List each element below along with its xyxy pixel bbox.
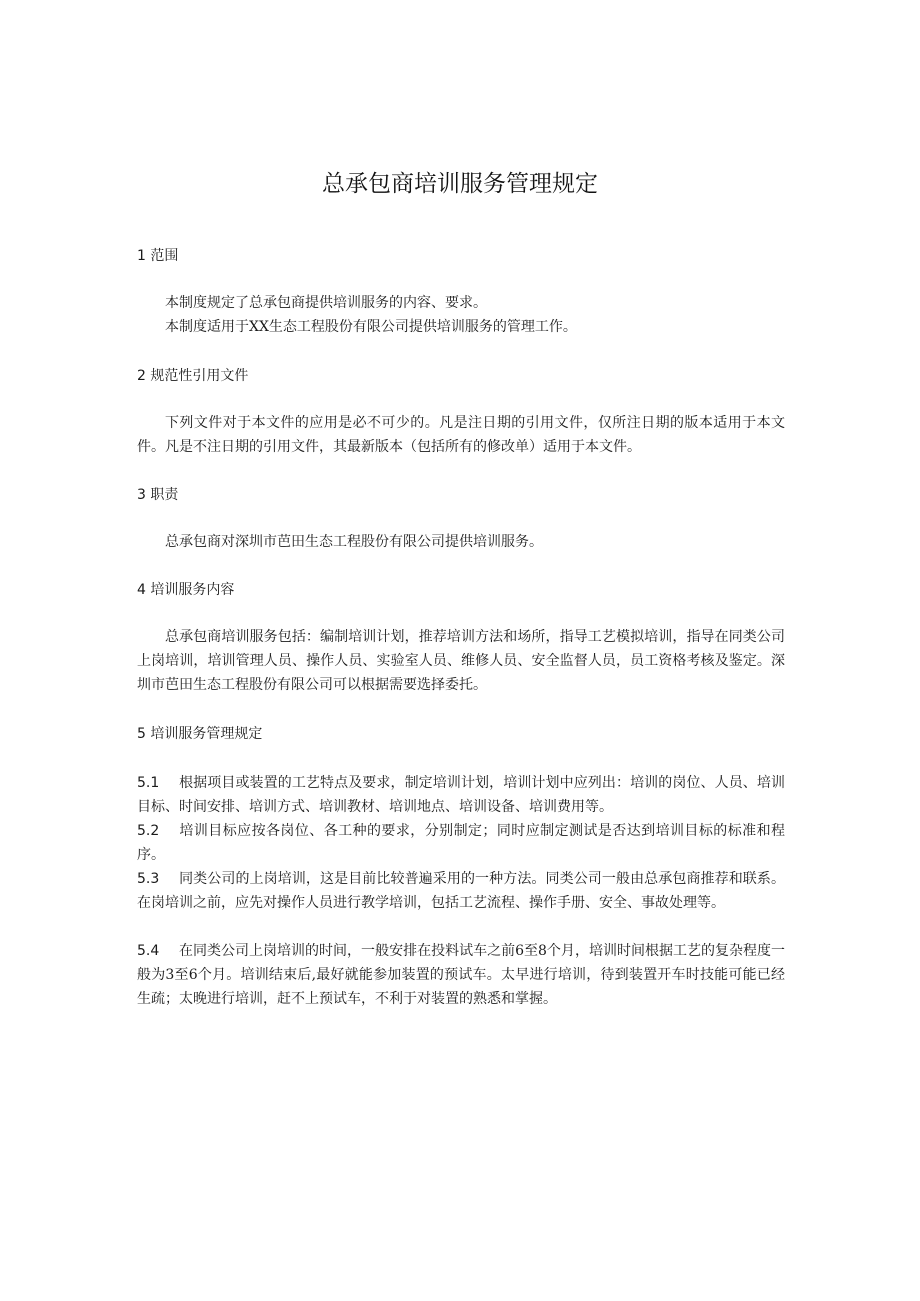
paragraph: 下列文件对于本文件的应用是必不可少的。凡是注日期的引用文件，仅所注日期的版本适用于本文件。凡是不注日期的引用文件，其最新版本（包括所有的修改单）适用于本文件。 bbox=[137, 415, 785, 455]
clause-text: 在同类公司上岗培训的时间，一般安排在投料试车之前6至8个月，培训时间根据工艺的复杂程度一般为3至6个月。培训结束后,最好就能参加装置的预试车。太早进行培训，待到装置开车时技能可能已经生疏；太晚进行培训，赶不上预试车，不利于对装置的熟悉和掌握。 bbox=[137, 943, 785, 1007]
section-heading-scope: 1 范围 bbox=[137, 248, 179, 264]
clause-5-3 bbox=[137, 867, 785, 915]
section-heading-normative-references: 2 规范性引用文件 bbox=[137, 368, 249, 384]
paragraph: 总承包商培训服务包括：编制培训计划，推荐培训方法和场所，指导工艺模拟培训，指导在同类公司上岗培训，培训管理人员、操作人员、实验室人员、维修人员、安全监督人员，员工资格考核及鉴定。深圳市芭田生态工程股份有限公司可以根据需要选择委托。 bbox=[137, 629, 785, 693]
clause-number: 5.3 bbox=[137, 871, 160, 887]
section-body-responsibilities bbox=[137, 530, 785, 554]
paragraph: 总承包商对深圳市芭田生态工程股份有限公司提供培训服务。 bbox=[165, 534, 543, 550]
clause-number: 5.2 bbox=[137, 823, 160, 839]
clause-text: 同类公司的上岗培训，这是目前比较普遍采用的一种方法。同类公司一般由总承包商推荐和联系。在岗培训之前，应先对操作人员进行教学培训，包括工艺流程、操作手册、安全、事故处理等。 bbox=[137, 871, 785, 911]
section-body-training-content bbox=[137, 625, 785, 697]
section-heading-responsibilities: 3 职责 bbox=[137, 487, 179, 503]
section-body-scope bbox=[137, 291, 785, 339]
paragraph: 本制度适用于XX生态工程股份有限公司提供培训服务的管理工作。 bbox=[165, 319, 577, 335]
paragraph: 本制度规定了总承包商提供培训服务的内容、要求。 bbox=[165, 295, 487, 311]
clause-number: 5.1 bbox=[137, 775, 160, 791]
clause-number: 5.4 bbox=[137, 943, 160, 959]
section-heading-training-content: 4 培训服务内容 bbox=[137, 582, 235, 598]
clause-text: 根据项目或装置的工艺特点及要求，制定培训计划，培训计划中应列出：培训的岗位、人员、培训目标、时间安排、培训方式、培训教材、培训地点、培训设备、培训费用等。 bbox=[137, 775, 785, 815]
section-heading-management-rules: 5 培训服务管理规定 bbox=[137, 726, 263, 742]
clause-5-2 bbox=[137, 819, 785, 867]
clause-5-1 bbox=[137, 771, 785, 819]
page-title: 总承包商培训服务管理规定 bbox=[322, 171, 598, 197]
clause-text: 培训目标应按各岗位、各工种的要求，分别制定；同时应制定测试是否达到培训目标的标准和程序。 bbox=[137, 823, 785, 863]
clause-5-4 bbox=[137, 939, 785, 1011]
section-body-normative-references bbox=[137, 411, 785, 459]
